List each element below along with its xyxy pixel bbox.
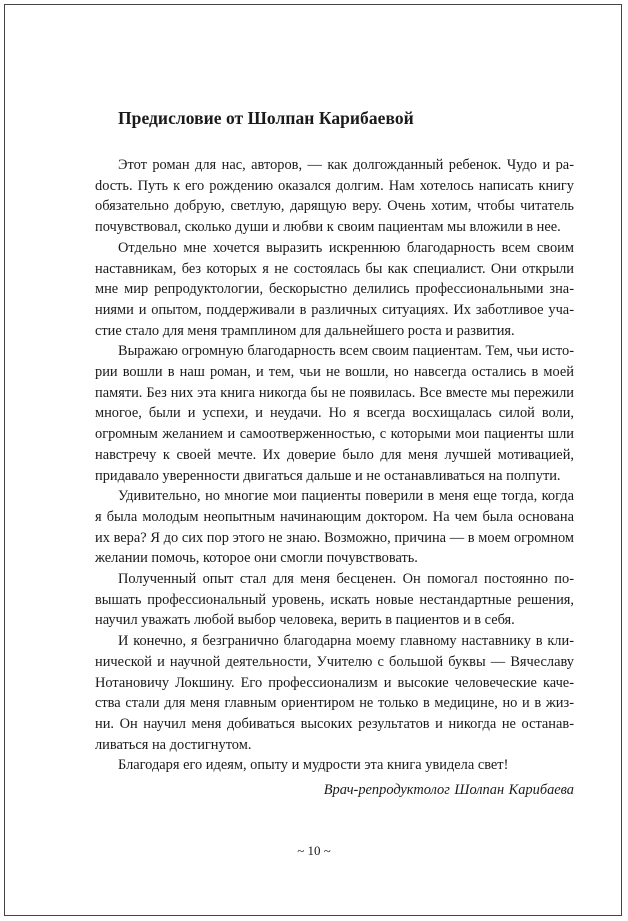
author-signature: Врач-репродуктолог Шолпан Карибаева <box>323 782 574 799</box>
paragraph: Полученный опыт стал для меня бесценен. Он помогал постоянно повышать профессиональный уровень, искать новые нестандартные решения, научил уважать любой выбор человека, верить в пациентов и в себя. <box>95 571 574 629</box>
paragraph: Удивительно, но многие мои пациенты поверили в меня еще тогда, когда я была молодым неопытным начинающим доктором. На чем была основана их вера? Я до сих пор этого не знаю. Возможно, причина — в моем огромном желании помочь, которое они смогли почувствовать. <box>95 488 574 567</box>
paragraph: И конечно, я безгранично благодарна моему главному наставнику в клинической и научной деятельности, Учителю с большой буквы — Вячеславу Нотановичу Локшину. Его профессионализм и высокие человеческие качества стали для меня главным ориентиром не только в медицине, но и в жизни. Он научил меня добиваться высоких результатов и никогда не останавливаться на достигнутом. <box>95 633 574 753</box>
page-title: Предисловие от Шолпан Карибаевой <box>118 108 414 128</box>
paragraph: Благодаря его идеям, опыту и мудрости эта книга увидела свет! <box>118 757 509 774</box>
paragraph: Выражаю огромную благодарность всем своим пациентам. Тем, чьи истории вошли в наш роман, и тем, чьи не вошли, но навсегда остались в моей памяти. Без них эта книга никогда бы не появилась. Все вместе мы пережили многое, были и успехи, и неудачи. Но я всегда восхищалась силой воли, огромным желанием и самоотверженностью, с которыми мои пациенты шли навстречу к своей мечте. Их доверие было для меня лучшей мотивацией, придавало уверенности двигаться дальше и не останавливаться на полпути. <box>95 343 574 484</box>
paragraph: Этот роман для нас, авторов, — как долгожданный ребенок. Чудо и раdость. Путь к его рождению оказался долгим. Нам хотелось написать книгу обязательно добрую, светлую, дарящую веру. Очень хотим, чтобы читатель почувствовал, сколько души и любви к своим пациентам мы вложили в нее. <box>95 157 574 236</box>
page-number: ~ 10 ~ <box>297 843 331 858</box>
document-body <box>95 106 574 801</box>
paragraph: Отдельно мне хочется выразить искреннюю благодарность всем своим наставникам, без которых я не состоялась бы как специалист. Они открыли мне мир репродуктологии, бескорыстно делились профессиональными знаниями и опытом, поддерживали в различных ситуациях. Их заботливое участие стало для меня трамплином для дальнейшего роста и развития. <box>95 239 574 339</box>
